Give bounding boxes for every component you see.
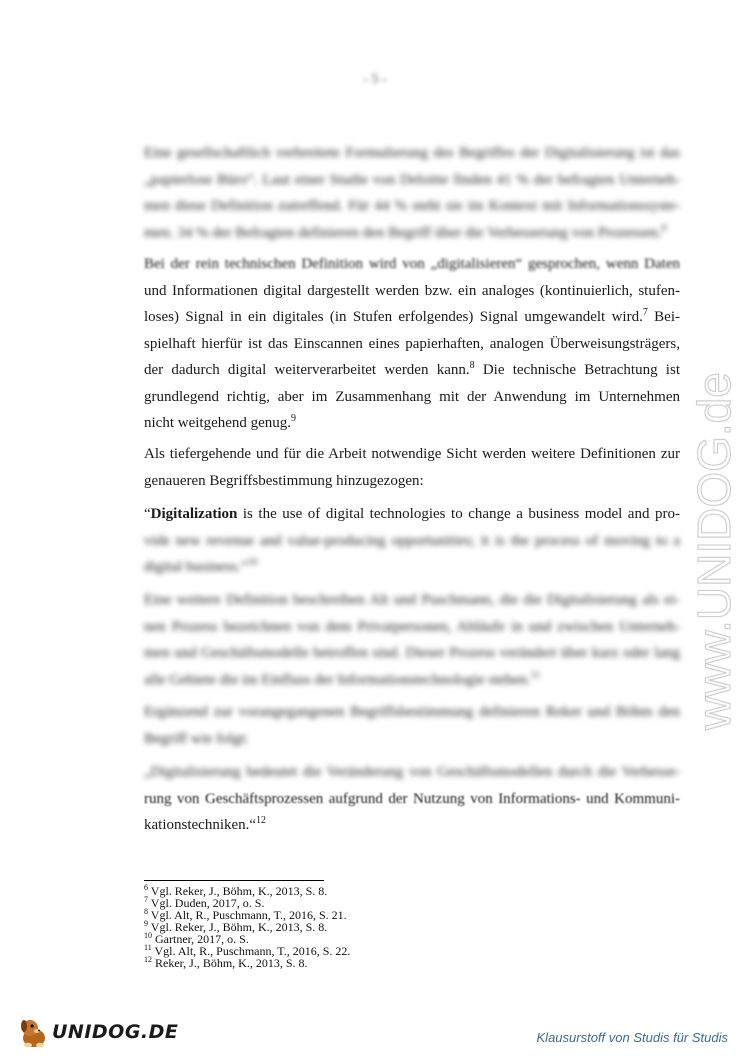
text-line: men und Geschäftsmodelle betroffen sind. Dieser Prozess verändert über kurz oder lang (144, 645, 680, 661)
footnote-separator (144, 880, 324, 881)
text-line (144, 501, 680, 528)
watermark-text: www.UNIDOG.de (688, 372, 740, 730)
text-line: vide new revenue and value-producing opportunities; it is the process of moving to a (144, 532, 680, 549)
bold-term: Digitalization (150, 506, 238, 522)
text-line: Ergänzend zur vorangegangenen Begriffsbestimmung definieren Reker und Böhm den (144, 704, 680, 720)
paragraph-4-quote (144, 501, 680, 581)
text-fragment: men. 34 % der Befragten definieren den Begriff über die Verbesserung von Prozessen. (144, 224, 662, 241)
text-line: rung von Geschäftsprozessen aufgrund der Nutzung von Informations- und Kommuni- (144, 790, 680, 807)
footnote-text: Vgl. Alt, R., Puschmann, T., 2016, S. 21. (148, 908, 347, 922)
paragraph-5 (144, 587, 680, 693)
text-line: Eine weitere Definition beschreiben Alt und Puschmann, die die Digitalisierung als ei- (144, 592, 680, 608)
text-line: und Informationen digital dargestellt werden bzw. ein analoges (kontinuierlich, stufen- (144, 282, 680, 299)
paragraph-3 (144, 441, 680, 494)
footnote-text: Vgl. Reker, J., Böhm, K., 2013, S. 8. (148, 884, 328, 898)
logo-text: UNIDOG.DE (52, 1021, 179, 1043)
footnote-text: Vgl. Reker, J., Böhm, K., 2013, S. 8. (148, 920, 328, 934)
text-line: nen Prozess bezeichnen von dem Privatpersonen, Abläufe in und zwischen Unterneh- (144, 618, 680, 635)
footnote-ref: 7 (642, 307, 648, 318)
text-fragment: digital business.” (144, 559, 248, 575)
text-fragment: nicht weitgehend genug. (144, 415, 292, 431)
text-line: Begriff wie folgt: (144, 730, 249, 747)
text-fragment: kationstechniken.“ (144, 817, 257, 833)
text-line: „Digitalisierung bedeutet die Veränderung von Geschäftsmodellen durch die Verbesse- (144, 764, 680, 780)
footnote-ref: 9 (291, 413, 297, 424)
text-line: spielhaft hierfür ist das Einscannen eines papierhaften, analogen Überweisungsträgers, (144, 335, 680, 352)
text-line: Als tiefergehende und für die Arbeit notwendige Sicht werden weitere Definitionen zur (144, 446, 680, 462)
footnote-ref: 8 (469, 360, 475, 371)
footnote-number: 12 (144, 955, 152, 964)
footnote-text: Vgl. Alt, R., Puschmann, T., 2016, S. 22. (151, 944, 351, 958)
paragraph-1 (144, 140, 680, 246)
footnote-number: 11 (144, 943, 152, 952)
footnote-number: 8 (144, 907, 148, 916)
text-line: grundlegend richtig, aber im Zusammenhang mit der Anwendung im Unternehmen (144, 388, 680, 405)
text-fragment: is the use of digital technologies to change a business model and pro- (237, 506, 680, 522)
dog-mascot-icon (16, 1014, 52, 1050)
text-fragment: Bei- (647, 309, 681, 325)
footnote-text: Vgl. Duden, 2017, o. S. (148, 896, 265, 910)
watermark (672, 260, 750, 740)
text-fragment: alle Gebiete die im Einfluss der Informationstechnologie stehen. (144, 671, 531, 688)
footnote-text: Gartner, 2017, o. S. (152, 932, 249, 946)
text-line (144, 667, 680, 694)
text-line: Bei der rein technischen Definition wird von „digitalisieren“ gesprochen, wenn Daten (144, 256, 680, 272)
text-line: „papierlose Büro“. Laut einer Studie von Deloitte finden 41 % der befragten Unterneh- (144, 171, 680, 188)
footnote-ref: 12 (256, 815, 267, 826)
text-line (144, 304, 680, 331)
quote-mark: “ (144, 506, 151, 522)
unidog-logo[interactable] (16, 1014, 178, 1050)
paragraph-6 (144, 699, 680, 752)
text-line: men diese Definition zutreffend. Für 44 % steht sie im Kontext mit Informationssyste- (144, 198, 680, 214)
page-number: - 5 - (363, 72, 387, 87)
footer-slogan: Klausurstoff von Studis für Studis (536, 1030, 728, 1045)
footnote-ref: 10 (247, 557, 258, 568)
footnote-ref: 6 (661, 222, 667, 234)
text-fragment: der dadurch digital weiterverarbeitet werden kann. (144, 362, 470, 378)
text-line (144, 220, 680, 247)
footnote-number: 6 (144, 883, 148, 892)
text-line: Eine gesellschaftlich verbreitete Formulierung des Begriffes der Digitalisierung ist das (144, 145, 680, 161)
text-fragment: loses) Signal in ein digitales (in Stufen erfolgendes) Signal umgewandelt wird. (144, 309, 643, 325)
text-line (144, 357, 680, 384)
text-line: genaueren Begriffsbestimmung hinzugezogen: (144, 472, 424, 489)
text-fragment: Die technische Betrachtung ist (474, 362, 680, 378)
footnote-number: 10 (144, 931, 152, 940)
footnote-number: 7 (144, 895, 148, 904)
footnote-text: Reker, J., Böhm, K., 2013, S. 8. (152, 956, 308, 970)
paragraph-2 (144, 251, 680, 437)
text-line (144, 554, 680, 581)
footnote-ref: 11 (530, 669, 541, 681)
paragraph-7-quote (144, 759, 680, 839)
footnote (144, 957, 350, 969)
footnote-number: 9 (144, 919, 148, 928)
text-line (144, 812, 680, 839)
text-line (144, 410, 680, 437)
footnotes (144, 885, 350, 969)
